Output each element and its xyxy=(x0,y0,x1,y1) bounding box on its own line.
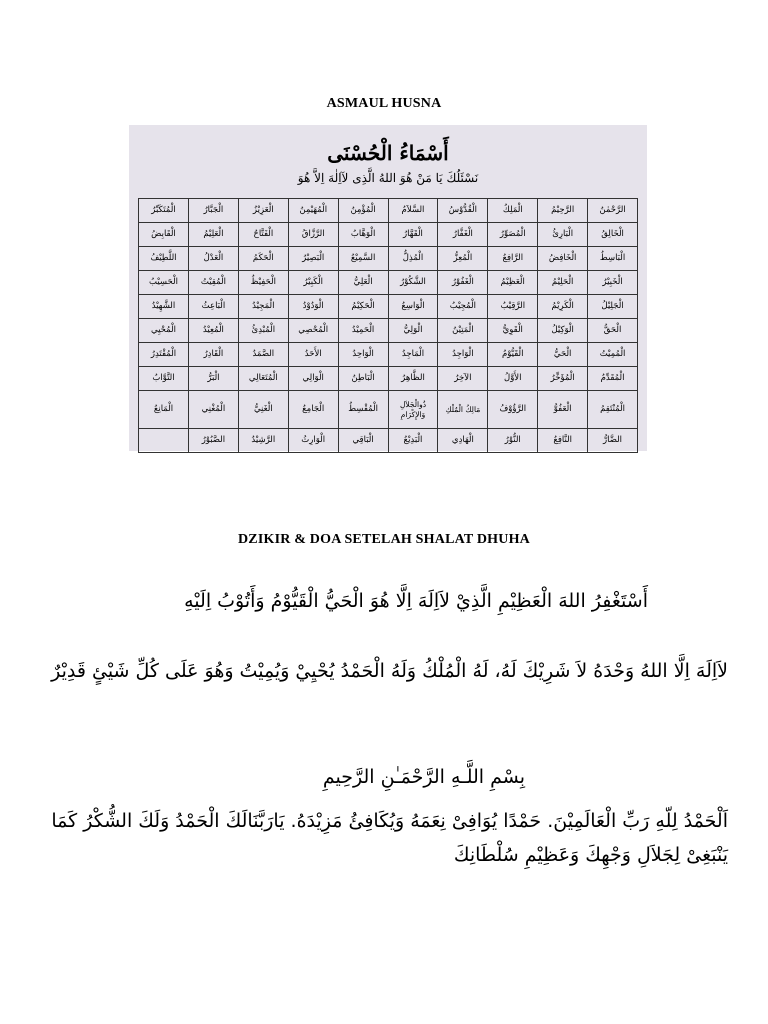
name-cell: مَالِكُ الْمُلْكِ xyxy=(438,391,488,429)
name-cell: الْبَرُّ xyxy=(188,367,238,391)
table-row xyxy=(139,319,638,343)
name-cell: الْبَاعِثُ xyxy=(188,295,238,319)
name-cell: الْمُقِيْتُ xyxy=(188,271,238,295)
name-cell: الْحَمِيْدُ xyxy=(338,319,388,343)
istighfar-line: أَسْتَغْفِرُ اللهَ الْعَظِيْمِ الَّذِيْ لاَاِلَهَ اِلَّا هُوَ الْحَيُّ الْقَيُّوْمُ وَأَتُوْبُ اِلَيْهِ xyxy=(184,590,648,612)
name-cell: الرَّحْمٰنُ xyxy=(588,199,638,223)
name-cell: الْمُؤَخِّرُ xyxy=(538,367,588,391)
name-cell xyxy=(139,429,189,453)
name-cell: الْمُهَيْمِنُ xyxy=(288,199,338,223)
name-cell: الْحَيُّ xyxy=(538,343,588,367)
name-cell: الْعَدْلُ xyxy=(188,247,238,271)
name-cell: الْبَاسِطُ xyxy=(588,247,638,271)
name-cell: الْحَلِيْمُ xyxy=(538,271,588,295)
name-cell: الرَّزَّاقُ xyxy=(288,223,338,247)
name-cell: الْوَاجِدُ xyxy=(438,343,488,367)
name-cell: السَّلاَمُ xyxy=(388,199,438,223)
name-cell: الرَّقِيْبُ xyxy=(488,295,538,319)
name-cell: الْغَنِيُّ xyxy=(238,391,288,429)
name-cell: الشَّهِيْدُ xyxy=(139,295,189,319)
name-cell: الْمُؤْمِنُ xyxy=(338,199,388,223)
name-cell: الْبَدِيْعُ xyxy=(388,429,438,453)
name-cell: الْوَاسِعُ xyxy=(388,295,438,319)
name-cell: الْبَاطِنُ xyxy=(338,367,388,391)
asmaul-husna-heading: ASMAUL HUSNA xyxy=(326,96,442,111)
name-cell: الْعَزِيْزُ xyxy=(238,199,288,223)
name-cell: الْبَاقِي xyxy=(338,429,388,453)
table-row xyxy=(139,295,638,319)
name-cell: الْجَبَّارُ xyxy=(188,199,238,223)
tahlil-line: لاَاِلَهَ اِلَّا اللهُ وَحْدَهُ لاَ شَرِيْكَ لَهُ، لَهُ الْمُلْكُ وَلَهُ الْحَمْدُ يُحْيِيْ وَيُمِيْتُ وَهُوَ عَلَى كُلِّ شَيْئٍ قَدِيْرٌ xyxy=(51,660,728,682)
name-cell: الْمُغْنِي xyxy=(188,391,238,429)
name-cell: الصَّمَدُ xyxy=(238,343,288,367)
name-cell: الْمُقَدِّمُ xyxy=(588,367,638,391)
figure-invocation: نَسْئَلُكَ يَا مَنْ هُوَ اللهُ الَّذِى لآاِلٰهَ اِلاَّ هُوَ xyxy=(297,171,479,185)
name-cell: الرَّحِيْمُ xyxy=(538,199,588,223)
table-row xyxy=(139,271,638,295)
name-cell: الْبَصِيْرُ xyxy=(288,247,338,271)
name-cell: الْمُصَوِّرُ xyxy=(488,223,538,247)
name-cell: الْوَهَّابُ xyxy=(338,223,388,247)
name-cell: الْوَارِثُ xyxy=(288,429,338,453)
table-row xyxy=(139,247,638,271)
name-cell: الْقُدُّوْسُ xyxy=(438,199,488,223)
name-cell: الْمُقْسِطُ xyxy=(338,391,388,429)
name-cell: الْعَفُوُّ xyxy=(538,391,588,429)
name-cell: الْمُجِيْبُ xyxy=(438,295,488,319)
name-cell: الْمَلِكُ xyxy=(488,199,538,223)
name-cell: الْمُتَكَبِّرُ xyxy=(139,199,189,223)
name-cell: النَّافِعُ xyxy=(538,429,588,453)
name-cell: النُّوْرُ xyxy=(488,429,538,453)
name-cell: الْوَكِيْلُ xyxy=(538,319,588,343)
basmala-line: بِسْمِ اللَّـهِ الرَّحْمَـٰنِ الرَّحِيمِ xyxy=(322,766,525,788)
name-cell: ذُوالْجَلاَلِ وَالإِكْرَامِ xyxy=(388,391,438,429)
name-cell: الْعَلِيْمُ xyxy=(188,223,238,247)
table-row xyxy=(139,343,638,367)
table-row xyxy=(139,367,638,391)
name-cell: الصَّبُوْرُ xyxy=(188,429,238,453)
table-row xyxy=(139,223,638,247)
name-cell: الْحَكَمُ xyxy=(238,247,288,271)
name-cell: السَّمِيْعُ xyxy=(338,247,388,271)
name-cell: الْوَلِيُّ xyxy=(388,319,438,343)
name-cell: الْمُعِيْدُ xyxy=(188,319,238,343)
name-cell: الْمَتِيْنُ xyxy=(438,319,488,343)
name-cell: الشَّكُوْرُ xyxy=(388,271,438,295)
figure-title: أَسْمَاءُ الْحُسْنَى xyxy=(327,141,449,165)
name-cell: الْكَرِيْمُ xyxy=(538,295,588,319)
name-cell: الْوَدُوْدُ xyxy=(288,295,338,319)
name-cell: الْمَاجِدُ xyxy=(388,343,438,367)
name-cell: الْمُذِلُّ xyxy=(388,247,438,271)
names-table xyxy=(138,198,638,453)
name-cell: الْحَقُّ xyxy=(588,319,638,343)
name-cell: الْبَارِئُ xyxy=(538,223,588,247)
name-cell: الرَّافِعُ xyxy=(488,247,538,271)
name-cell: الْقَيُّوْمُ xyxy=(488,343,538,367)
name-cell: الْحَسِيْبُ xyxy=(139,271,189,295)
table-row xyxy=(139,199,638,223)
name-cell: الْجَامِعُ xyxy=(288,391,338,429)
asmaul-husna-figure xyxy=(129,125,647,451)
name-cell: الْعَظِيْمُ xyxy=(488,271,538,295)
name-cell: الْمُحْيِي xyxy=(139,319,189,343)
name-cell: الْوَاحِدُ xyxy=(338,343,388,367)
name-cell: الْغَفُوْرُ xyxy=(438,271,488,295)
name-cell: الْعَلِيُّ xyxy=(338,271,388,295)
name-cell: الْقَوِيُّ xyxy=(488,319,538,343)
name-cell: الْفَتَّاحُ xyxy=(238,223,288,247)
dzikir-heading: DZIKIR & DOA SETELAH SHALAT DHUHA xyxy=(238,532,530,547)
name-cell: الْمُقْتَدِرُ xyxy=(139,343,189,367)
name-cell: الْكَبِيْرُ xyxy=(288,271,338,295)
name-cell: الْمَجِيْدُ xyxy=(238,295,288,319)
name-cell: الْحَفِيْظُ xyxy=(238,271,288,295)
name-cell: الظَّاهِرُ xyxy=(388,367,438,391)
name-cell: الرَّشِيْدُ xyxy=(238,429,288,453)
name-cell: الْحَكِيْمُ xyxy=(338,295,388,319)
name-cell: الْقَابِضُ xyxy=(139,223,189,247)
table-row xyxy=(139,429,638,453)
name-cell: الرَّؤُوْفُ xyxy=(488,391,538,429)
name-cell: الأَوَّلُ xyxy=(488,367,538,391)
name-cell: الْخَبِيْرُ xyxy=(588,271,638,295)
name-cell: التَّوَّابُ xyxy=(139,367,189,391)
name-cell: الْقَادِرُ xyxy=(188,343,238,367)
name-cell: الضَّارُّ xyxy=(588,429,638,453)
name-cell: الْغَفَّارُ xyxy=(438,223,488,247)
name-cell: الْمُبْدِئُ xyxy=(238,319,288,343)
name-cell: الْمُنْتَقِمُ xyxy=(588,391,638,429)
name-cell: الْهَادِي xyxy=(438,429,488,453)
name-cell: الْمُتَعَالِي xyxy=(238,367,288,391)
name-cell: الْمُمِيْتُ xyxy=(588,343,638,367)
name-cell: اللَّطِيْفُ xyxy=(139,247,189,271)
name-cell: الأَحَدُ xyxy=(288,343,338,367)
name-cell: الْمَانِعُ xyxy=(139,391,189,429)
hamdalah-line: اَلْحَمْدُ لِلّهِ رَبِّ الْعَالَمِيْنَ. حَمْدًا يُوَافِىْ نِعَمَهُ وَيُكَافِئُ مَزِيْدَهُ. يَارَبَّنَالَكَ الْحَمْدُ وَلَكَ الشُّكْرُ كَمَا يَنْبَغِىْ لِجَلاَلِ وَجْهِكَ وَعَظِيْمِ سُلْطَانِكَ xyxy=(51,810,728,866)
name-cell: الْمُحْصِي xyxy=(288,319,338,343)
name-cell: الْقَهَّارُ xyxy=(388,223,438,247)
name-cell: الْجَلِيْلُ xyxy=(588,295,638,319)
name-cell: الْمُعِزُّ xyxy=(438,247,488,271)
name-cell: الْخَالِقُ xyxy=(588,223,638,247)
name-cell: الْوَالِي xyxy=(288,367,338,391)
name-cell: الآخِرُ xyxy=(438,367,488,391)
table-row xyxy=(139,391,638,429)
name-cell: الْخَافِضُ xyxy=(538,247,588,271)
